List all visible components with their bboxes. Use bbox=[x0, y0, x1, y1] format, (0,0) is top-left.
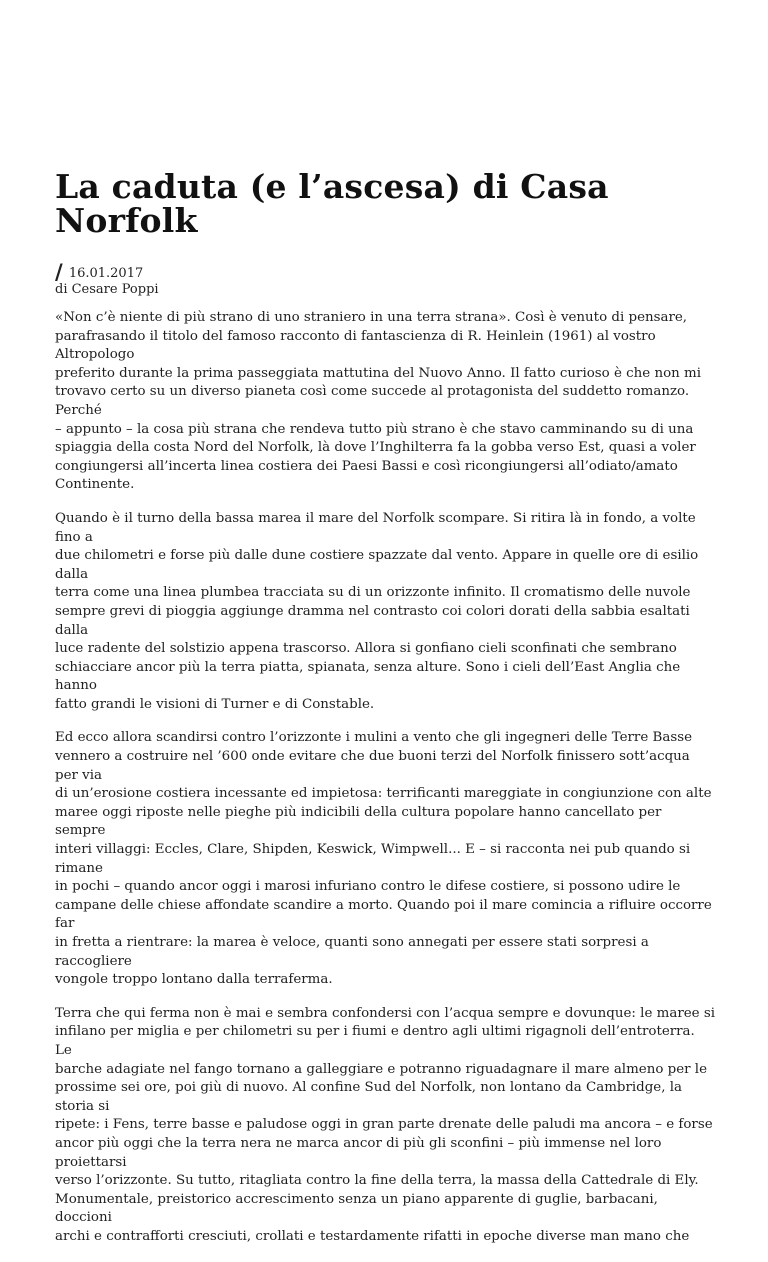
article-title: La caduta (e l’ascesa) di Casa Norfolk bbox=[55, 167, 609, 240]
publication-date: 16.01.2017 bbox=[68, 266, 144, 281]
paragraph-3: Ed ecco allora scandirsi contro l’orizzonte i mulini a vento che gli ingegneri delle Terre Basse vennero a costruire nel ’600 onde evitare che due buoni terzi del Norfolk finissero sott’acqua per via di un’erosione costiera incessante ed impietosa: terrificanti mareggiate in congiunzione con alte maree oggi riposte nelle pieghe più indicibili della cultura popolare hanno cancellato per sempre interi villaggi: Eccles, Clare, Shipden, Keswick, Wimpwell... E – si racconta nei pub quando si rimane in pochi – quando ancor oggi i marosi infuriano contro le difese costiere, si possono udire le campane delle chiese affondate scandire a morto. Quando poi il mare comincia a rifluire occorre far in fretta a rientrare: la marea è veloce, quanti sono annegati per essere stati sorpresi a raccogliere vongole troppo lontano dalla terraferma. bbox=[55, 730, 712, 988]
paragraph-4: Terra che qui ferma non è mai e sembra confondersi con l’acqua sempre e dovunque: le maree si infilano per miglia e per chilometri su per i fiumi e dentro agli ultimi rigagnoli dell’entroterra. Le barche adagiate nel fango tornano a galleggiare e potranno riguadagnare il mare almeno per le prossime sei ore, poi giù di nuovo. Al confine Sud del Norfolk, non lontano da Cambridge, la storia si ripete: i Fens, terre basse e paludose oggi in gran parte drenate delle paludi ma ancora – e forse ancor più oggi che la terra nera ne marca ancor di più gli sconfini – più immense nel loro proiettarsi verso l’orizzonte. Su tutto, ritagliata contro la fine della terra, la massa della Cattedrale di Ely. Monumentale, preistorico accrescimento senza un piano apparente di guglie, barbacani, doccioni archi e contrafforti cresciuti, crollati e testardamente rifatti in epoche diverse man mano che bbox=[55, 1005, 715, 1244]
article bbox=[55, 167, 715, 1262]
article-meta bbox=[55, 260, 715, 284]
meta-separator: / bbox=[55, 260, 63, 284]
paragraph-1: «Non c’è niente di più strano di uno straniero in una terra strana». Così è venuto di pensare, parafrasando il titolo del famoso racconto di fantascienza di R. Heinlein (1961) al vostro Altropologo preferito durante la prima passeggiata mattutina del Nuovo Anno. Il fatto curioso è che non mi trovavo certo su un diverso pianeta così come succede al protagonista del suddetto romanzo. Perché – appunto – la cosa più strana che rendeva tutto più strano è che stavo camminando su di una spiaggia della costa Nord del Norfolk, là dove l’Inghilterra fa la gobba verso Est, quasi a voler congiungersi all’incerta linea costiera dei Paesi Bassi e così ricongiungersi all’odiato/amato Continente. bbox=[55, 310, 702, 493]
paragraph-2: Quando è il turno della bassa marea il mare del Norfolk scompare. Si ritira là in fondo, a volte fino a due chilometri e forse più dalle dune costiere spazzate dal vento. Appare in quelle ore di esilio dalla terra come una linea plumbea tracciata su di un orizzonte infinito. Il cromatismo delle nuvole sempre grevi di pioggia aggiunge dramma nel contrasto coi colori dorati della sabbia esaltati dalla luce radente del solstizio appena trascorso. Allora si gonfiano cieli sconfinati che sembrano schiacciare ancor più la terra piatta, spianata, senza alture. Sono i cieli dell’East Anglia che hanno fatto grandi le visioni di Turner e di Constable. bbox=[55, 510, 699, 712]
article-body bbox=[55, 309, 715, 1247]
author-byline: di Cesare Poppi bbox=[55, 282, 159, 297]
